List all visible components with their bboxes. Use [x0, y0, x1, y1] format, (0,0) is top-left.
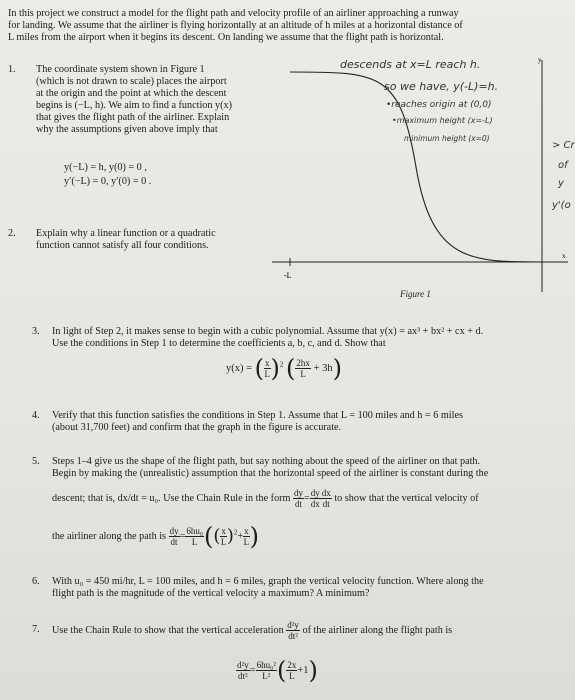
- item-5-text: the airliner along the path is: [52, 530, 167, 542]
- frac-num: dy: [169, 526, 179, 536]
- condition-1: y(−L) = h, y(0) = 0 ,: [64, 162, 147, 173]
- item-1-line: at the origin and the point at which the descent: [36, 88, 227, 99]
- cubic-formula: y(x) = ( $\frac{x}{L}$ )$^2$ ( $\frac{2hx}{L}$ + 3h): [226, 354, 342, 383]
- formula-tail: + 3h: [313, 362, 333, 374]
- item-3-number: 3.: [32, 326, 40, 337]
- item-5-line: the airliner along the path is $\frac{dy}{dt}$ = $\frac{\text{6hu₀}}{L}$ (( $\frac{x}{L}$ )$^2$+ $\frac{x}{L}$ ): [52, 522, 260, 551]
- handwriting-note: •maximum height (x=-L): [392, 116, 493, 125]
- item-4-line: (about 31,700 feet) and confirm that the graph in the figure is accurate.: [52, 422, 342, 433]
- item-6-line: With u₀ = 450 mi/hr, L = 100 miles, and h = 6 miles, graph the vertical velocity function. Where along the: [52, 576, 484, 587]
- frac-den: L: [300, 369, 306, 379]
- item-1-line: (which is not drawn to scale) places the airport: [36, 76, 227, 87]
- frac-den: dt²: [288, 631, 298, 641]
- intro-line-2: for landing. We assume that the airliner is flying horizontally at an altitude of h miles at a horizontal distance of: [8, 20, 463, 31]
- frac-num: x: [265, 358, 270, 368]
- item-7-line: [52, 620, 452, 641]
- frac-num: d²y: [287, 620, 299, 630]
- item-7-text: of the airliner along the flight path is: [302, 624, 453, 636]
- condition-2: y′(−L) = 0, y′(0) = 0 .: [64, 176, 152, 187]
- item-5-number: 5.: [32, 456, 40, 467]
- item-5-text: descent; that is, dx/dt = u₀. Use the Chain Rule in the form: [52, 492, 291, 504]
- frac-num: 2hx: [296, 358, 310, 368]
- handwriting-margin: y: [558, 178, 564, 189]
- frac-num: 6hu₀²: [256, 660, 276, 670]
- handwriting-margin: of: [558, 160, 568, 171]
- frac-den: dt: [170, 537, 178, 547]
- item-7-number: 7.: [32, 624, 40, 635]
- intro-line-1: In this project we construct a model for the flight path and velocity profile of an airliner approaching a runway: [8, 8, 459, 19]
- handwriting-note: minimum height (x=0): [404, 134, 490, 143]
- frac-den: dt²: [238, 671, 248, 681]
- item-4-line: Verify that this function satisfies the conditions in Step 1. Assume that L = 100 miles and h = 6 miles: [52, 410, 463, 421]
- item-2-line: function cannot satisfy all four conditions.: [36, 240, 209, 251]
- item-1-line: why the assumptions given above imply that: [36, 124, 218, 135]
- formula-tail: +1: [297, 664, 309, 676]
- item-5-line: Steps 1–4 give us the shape of the flight path, but say nothing about the speed of the airliner on that path.: [52, 456, 481, 467]
- frac-den: L²: [262, 671, 271, 681]
- frac-den: dx: [310, 499, 320, 509]
- handwriting-note: •reaches origin at (0,0): [386, 100, 492, 110]
- item-1-line: that gives the flight path of the airliner. Explain: [36, 112, 230, 123]
- handwriting-note: so we have, y(-L)=h.: [384, 80, 499, 93]
- item-5-line: descent; that is, dx/dt = u₀. Use the Chain Rule in the form $\frac{dy}{dt}$ = $\frac{dy}{dx}$ $\frac{dx}{dt}$ to show that the vertical velocity of: [52, 488, 479, 509]
- frac-num: x: [221, 526, 226, 536]
- frac-den: dt: [322, 499, 330, 509]
- item-6-line: flight path is the magnitude of the vertical velocity a maximum? A minimum?: [52, 588, 370, 599]
- item-1-line: The coordinate system shown in Figure 1: [36, 64, 205, 75]
- handwriting-margin: > Cr: [552, 140, 575, 151]
- item-1-number: 1.: [8, 64, 16, 75]
- frac-den: L: [220, 537, 227, 547]
- frac-num: 2x: [287, 660, 297, 670]
- figure-caption: Figure 1: [400, 289, 431, 299]
- item-3-line: Use the conditions in Step 1 to determine the coefficients a, b, c, and d. Show that: [52, 338, 386, 349]
- item-3-line: In light of Step 2, it makes sense to begin with a cubic polynomial. Assume that y(x) = ax³ + bx² + cx + d.: [52, 326, 484, 337]
- frac-den: L: [289, 671, 295, 681]
- intro-line-3: L miles from the airport when it begins its descent. On landing we assume that the flight path is horizontal.: [8, 32, 444, 43]
- item-2-line: Explain why a linear function or a quadratic: [36, 228, 216, 239]
- item-5-line: Begin by making the (unrealistic) assumption that the horizontal speed of the airliner is constant during the: [52, 468, 489, 479]
- frac-num: dx: [321, 488, 331, 498]
- formula-lhs: y(x) =: [226, 362, 253, 374]
- handwriting-margin: y'(o: [552, 200, 571, 211]
- frac-den: L: [264, 369, 271, 379]
- frac-den: L: [243, 537, 250, 547]
- x-axis-label: x: [562, 252, 566, 260]
- item-5-text: to show that the vertical velocity of: [334, 492, 479, 504]
- item-1-line: begins is (−L, h). We aim to find a function y(x): [36, 100, 232, 111]
- frac-den: dt: [295, 499, 303, 509]
- frac-num: d²y: [237, 660, 249, 670]
- item-7-text: Use the Chain Rule to show that the vertical acceleration: [52, 624, 284, 636]
- acceleration-formula: $\frac{\text{d²y}}{\text{dt²}}$ = $\frac{\text{6hu₀²}}{\text{L²}}$ ( $\frac{2x}{L}$ +1): [237, 656, 318, 685]
- frac-num: 6hu₀: [186, 526, 203, 536]
- item-6-number: 6.: [32, 576, 40, 587]
- frac-num: dy: [294, 488, 304, 498]
- item-2-number: 2.: [8, 228, 16, 239]
- frac-num: x: [244, 526, 249, 536]
- item-4-number: 4.: [32, 410, 40, 421]
- handwriting-note: descends at x=L reach h.: [340, 58, 481, 71]
- frac-num: dy: [310, 488, 320, 498]
- neg-l-label: -L: [284, 271, 292, 280]
- frac-den: L: [191, 537, 198, 547]
- y-axis-label: y: [538, 56, 542, 64]
